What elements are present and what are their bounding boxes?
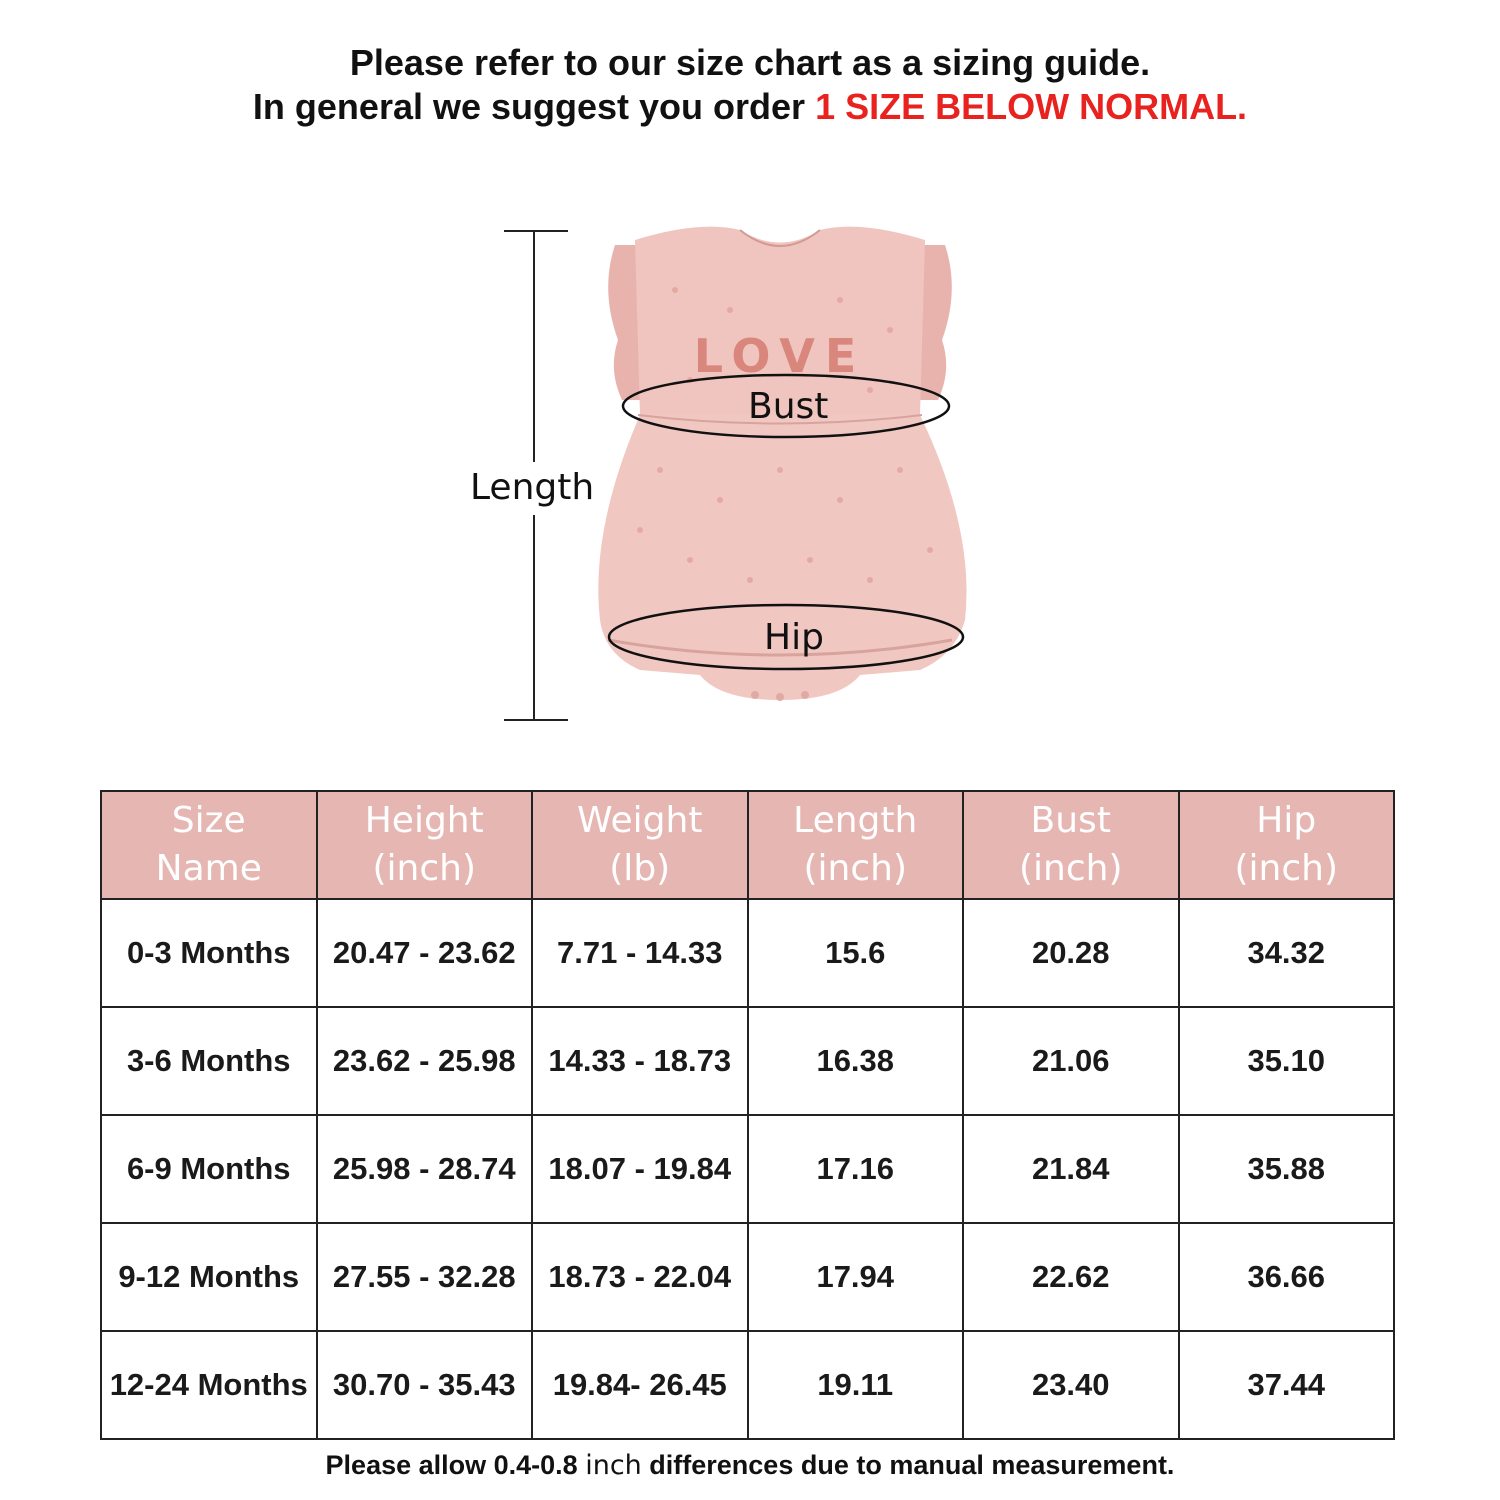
- cell-hip: 34.32: [1179, 899, 1395, 1007]
- table-row: [101, 1115, 1394, 1223]
- cell-size-name: 3-6 Months: [101, 1007, 317, 1115]
- table-row: [101, 1007, 1394, 1115]
- garment-measurement-diagram: [440, 200, 1040, 740]
- cell-length: 17.16: [748, 1115, 964, 1223]
- cell-hip: 37.44: [1179, 1331, 1395, 1439]
- cell-height: 20.47 - 23.62: [317, 899, 533, 1007]
- cell-hip: 35.10: [1179, 1007, 1395, 1115]
- cell-hip: 35.88: [1179, 1115, 1395, 1223]
- cell-length: 17.94: [748, 1223, 964, 1331]
- table-row: [101, 1331, 1394, 1439]
- cell-length: 15.6: [748, 899, 964, 1007]
- bust-label: Bust: [748, 386, 829, 427]
- cell-height: 30.70 - 35.43: [317, 1331, 533, 1439]
- table-header-row: [101, 791, 1394, 899]
- cell-height: 23.62 - 25.98: [317, 1007, 533, 1115]
- cell-weight: 19.84- 26.45: [532, 1331, 748, 1439]
- cell-bust: 23.40: [963, 1331, 1179, 1439]
- header-bust: Bust (inch): [963, 791, 1179, 899]
- cell-weight: 14.33 - 18.73: [532, 1007, 748, 1115]
- header-weight: Weight (lb): [532, 791, 748, 899]
- length-label: Length: [470, 467, 595, 508]
- footnote-suffix: differences due to manual measurement.: [641, 1450, 1175, 1480]
- footnote-unit: inch: [585, 1450, 642, 1481]
- cell-hip: 36.66: [1179, 1223, 1395, 1331]
- cell-height: 27.55 - 32.28: [317, 1223, 533, 1331]
- cell-weight: 18.73 - 22.04: [532, 1223, 748, 1331]
- table-row: [101, 899, 1394, 1007]
- table-row: [101, 1223, 1394, 1331]
- header-hip: Hip (inch): [1179, 791, 1395, 899]
- cell-bust: 20.28: [963, 899, 1179, 1007]
- header-height: Height (inch): [317, 791, 533, 899]
- header-size-name: Size Name: [101, 791, 317, 899]
- footnote-prefix: Please allow 0.4-0.8: [325, 1450, 586, 1480]
- cell-height: 25.98 - 28.74: [317, 1115, 533, 1223]
- cell-weight: 7.71 - 14.33: [532, 899, 748, 1007]
- cell-size-name: 0-3 Months: [101, 899, 317, 1007]
- love-embroidery: LOVE: [693, 329, 867, 383]
- cell-bust: 21.84: [963, 1115, 1179, 1223]
- measurement-footnote: [0, 1450, 1500, 1481]
- size-chart-table: [100, 790, 1395, 1440]
- cell-bust: 22.62: [963, 1223, 1179, 1331]
- cell-bust: 21.06: [963, 1007, 1179, 1115]
- cell-length: 19.11: [748, 1331, 964, 1439]
- suggestion-text: In general we suggest you order: [252, 86, 816, 127]
- cell-size-name: 12-24 Months: [101, 1331, 317, 1439]
- cell-size-name: 6-9 Months: [101, 1115, 317, 1223]
- size-below-normal-highlight: 1 SIZE BELOW NORMAL.: [815, 86, 1248, 127]
- cell-size-name: 9-12 Months: [101, 1223, 317, 1331]
- cell-weight: 18.07 - 19.84: [532, 1115, 748, 1223]
- hip-label: Hip: [764, 617, 824, 658]
- header-length: Length (inch): [748, 791, 964, 899]
- size-suggestion-heading: [0, 86, 1500, 128]
- cell-length: 16.38: [748, 1007, 964, 1115]
- sizing-guide-heading: Please refer to our size chart as a sizing guide.: [349, 42, 1151, 83]
